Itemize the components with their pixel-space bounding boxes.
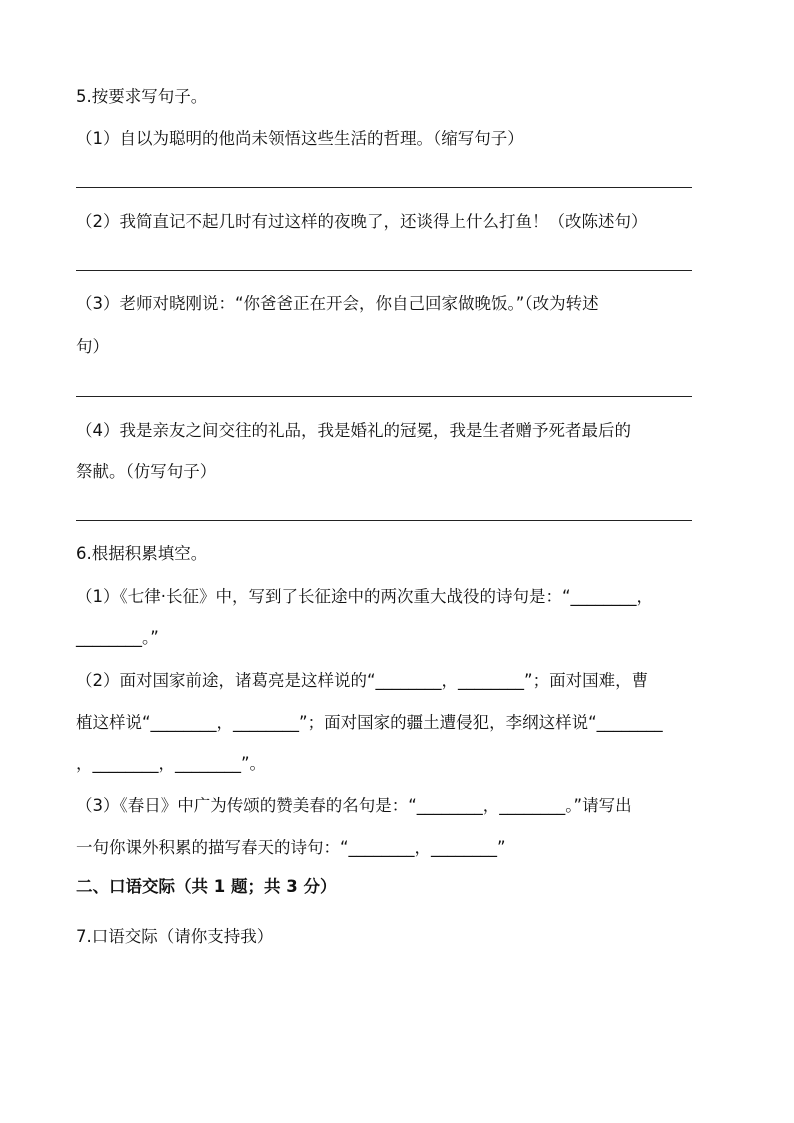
- question-7-heading: 7.口语交际（请你支持我）: [76, 927, 274, 946]
- question-5-item-3-line-1: （3）老师对晓刚说：“你爸爸正在开会，你自己回家做晚饭。”（改为转述: [76, 294, 599, 313]
- answer-line: [76, 396, 692, 397]
- question-6-line: （3）《春日》中广为传颂的赞美春的名句是：“________，________。”请写出: [76, 796, 632, 815]
- question-6-line: ，________，________”。: [76, 754, 267, 773]
- question-6-line: ________。”: [76, 628, 159, 647]
- question-5-item-1: （1）自以为聪明的他尚未领悟这些生活的哲理。（缩写句子）: [76, 129, 524, 148]
- answer-line: [76, 520, 692, 521]
- question-6-line: 一句你课外积累的描写春天的诗句：“________，________”: [76, 838, 506, 857]
- question-6-line: （2）面对国家前途，诸葛亮是这样说的“________，________”；面对国难，曹: [76, 671, 649, 690]
- question-5-item-2: （2）我简直记不起几时有过这样的夜晚了，还谈得上什么打鱼！（改陈述句）: [76, 212, 648, 231]
- question-5-heading: 5.按要求写句子。: [76, 87, 208, 106]
- question-6-line: （1）《七律·长征》中，写到了长征途中的两次重大战役的诗句是：“________，: [76, 587, 654, 606]
- question-5-item-4-line-2: 祭献。（仿写句子）: [76, 462, 217, 481]
- question-5-item-3-line-2: 句）: [76, 337, 109, 356]
- question-6-line: 植这样说“________，________”；面对国家的疆土遭侵犯，李纲这样说“________: [76, 713, 663, 732]
- question-6-heading: 6.根据积累填空。: [76, 544, 208, 563]
- answer-line: [76, 270, 692, 271]
- question-5-item-4-line-1: （4）我是亲友之间交往的礼品，我是婚礼的冠冕，我是生者赠予死者最后的: [76, 421, 631, 440]
- section-2-heading: 二、口语交际（共 1 题；共 3 分）: [76, 877, 337, 896]
- answer-line: [76, 187, 692, 188]
